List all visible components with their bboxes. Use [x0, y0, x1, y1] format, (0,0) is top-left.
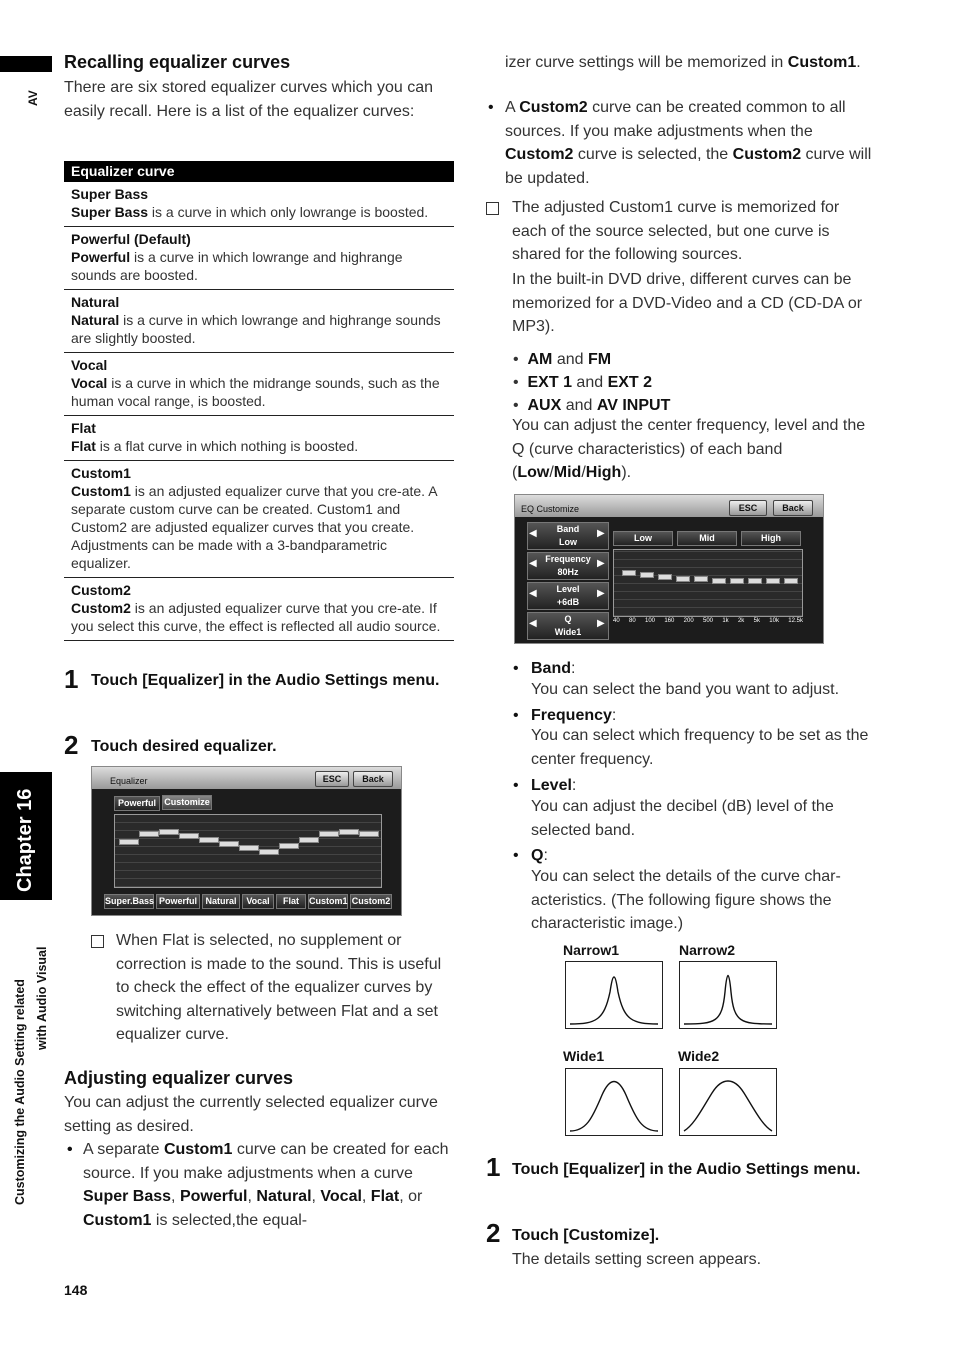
- frequency-tick: 80: [629, 618, 636, 624]
- back-button[interactable]: Back: [773, 500, 813, 516]
- curve-description: Powerful is a curve in which lowrange and highrange sounds are boosted.: [71, 249, 403, 283]
- adjust-bullet: A separate Custom1 curve can be created for each source. If you make adjustments when a curve Super Bass, Powerful, Natural, Vocal, Flat, or Custom1 is selected,the equal-: [83, 1141, 449, 1229]
- curve-description: Natural is a curve in which lowrange and highrange sounds are slightly boosted.: [71, 312, 441, 346]
- eq-customize-screenshot: [514, 494, 824, 644]
- band-low[interactable]: Low: [613, 531, 673, 546]
- curve-name: Custom1: [71, 465, 131, 481]
- eq-graph: [114, 814, 382, 888]
- adjust-heading: Adjusting equalizer curves: [64, 1068, 294, 1088]
- step-instruction: Touch [Equalizer] in the Audio Settings menu.: [91, 672, 440, 689]
- table-row: [64, 227, 454, 290]
- bullet-dot: •: [513, 777, 519, 794]
- table-row: [64, 578, 454, 641]
- table-header: Equalizer curve: [64, 161, 454, 182]
- preset-button[interactable]: Super.Bass: [104, 894, 154, 909]
- equalizer-screenshot: [91, 766, 402, 916]
- chapter-tab: [0, 772, 52, 900]
- side-av-label: AV: [26, 90, 40, 106]
- q-desc: You can select the details of the curve char-acteristics. (The following figure shows the characteristic image.): [531, 868, 841, 932]
- frequency-selector[interactable]: Frequency 80Hz: [527, 552, 609, 580]
- frequency-tick: 100: [645, 618, 656, 624]
- step-number: 1: [486, 1152, 501, 1182]
- table-row: [64, 416, 454, 461]
- curve-description: Custom1 is an adjusted equalizer curve that you cre-ate. A separate custom curve can be created. Custom1 and Custom2 are adjusted equalizer curves that you create. Adjustments can be made with a 3-bandparametric equalizer.: [71, 483, 437, 571]
- esc-button[interactable]: ESC: [315, 771, 349, 787]
- frequency-desc: You can select which frequency to be set as the center frequency.: [531, 727, 869, 768]
- q-param: Q:: [531, 847, 548, 864]
- table-row: [64, 461, 454, 578]
- equalizer-curve-table: [64, 161, 454, 641]
- curve-name: Custom2: [71, 582, 131, 598]
- level-param: Level:: [531, 777, 577, 794]
- narrow1-curve-figure: [565, 961, 663, 1029]
- bullet-dot: •: [67, 1141, 73, 1158]
- table-row: [64, 182, 454, 227]
- bullet-dot: •: [488, 99, 494, 116]
- table-row: [64, 353, 454, 416]
- bullet-dot: •: [513, 707, 519, 724]
- curve-label-wide1: Wide1: [563, 1048, 605, 1064]
- frequency-tick: 160: [664, 618, 675, 624]
- curve-description: Super Bass is a curve in which only lowrange is boosted.: [71, 204, 429, 220]
- narrow2-curve-figure: [679, 961, 777, 1029]
- side-tab-marker: [0, 56, 52, 72]
- section-title-line2: with Audio Visual: [35, 946, 49, 1050]
- frequency-tick: 40: [613, 618, 620, 624]
- frequency-tick: 12.5k: [788, 618, 803, 624]
- preset-button[interactable]: Custom2: [350, 894, 392, 909]
- list-item: • EXT 1 and EXT 2: [513, 374, 653, 391]
- step-instruction: Touch [Customize].: [512, 1227, 660, 1244]
- curve-name: Natural: [71, 294, 120, 310]
- screen-title: Equalizer: [110, 776, 148, 786]
- step-instruction: Touch desired equalizer.: [91, 738, 277, 755]
- wide1-curve-figure: [565, 1068, 663, 1136]
- bullet-dot: •: [513, 660, 519, 677]
- preset-button[interactable]: Custom1: [308, 894, 348, 909]
- left-arrow-icon[interactable]: ◀: [529, 588, 537, 599]
- level-selector[interactable]: Level +6dB: [527, 582, 609, 610]
- custom2-bullet: A Custom2 curve can be created common to all sources. If you make adjustments when the Custom2 curve is selected, the Custom2 curve will be updated.: [505, 99, 872, 187]
- left-arrow-icon[interactable]: ◀: [529, 528, 537, 539]
- back-button[interactable]: Back: [353, 771, 393, 787]
- note-checkbox-icon: [91, 935, 104, 953]
- list-item: • AUX and AV INPUT: [513, 397, 671, 414]
- frequency-tick: 2k: [737, 618, 745, 624]
- curve-label-narrow2: Narrow2: [679, 942, 736, 958]
- right-arrow-icon[interactable]: ▶: [597, 618, 605, 629]
- continued-text: izer curve settings will be memorized in Custom1.: [505, 54, 861, 71]
- band-param: Band:: [531, 660, 576, 677]
- curve-label-narrow1: Narrow1: [563, 942, 620, 958]
- left-arrow-icon[interactable]: ◀: [529, 558, 537, 569]
- right-arrow-icon[interactable]: ▶: [597, 558, 605, 569]
- screen-title: EQ Customize: [521, 504, 580, 514]
- preset-button[interactable]: Natural: [202, 894, 240, 909]
- note-flat: When Flat is selected, no supplement or correction is made to the sound. This is useful to check the effect of the equalizer curves by switching alternatively between Flat and a set equalizer curve.: [116, 932, 442, 1043]
- step-number: 2: [486, 1218, 501, 1248]
- curve-name: Flat: [71, 420, 96, 436]
- level-desc: You can adjust the decibel (dB) level of the selected band.: [531, 798, 834, 839]
- curve-description: Custom2 is an adjusted equalizer curve that you cre-ate. If you select this curve, the effect is reflected all audio source.: [71, 600, 441, 634]
- band-high[interactable]: High: [741, 531, 801, 546]
- preset-button[interactable]: Vocal: [242, 894, 274, 909]
- curve-description: Vocal is a curve in which the midrange sounds, such as the human vocal range, is boosted.: [71, 375, 440, 409]
- eq-graph: [613, 549, 803, 617]
- curve-name: Vocal: [71, 357, 108, 373]
- source-list: [513, 348, 873, 417]
- step-result: The details setting screen appears.: [512, 1251, 762, 1268]
- frequency-tick: 200: [683, 618, 694, 624]
- page-number: 148: [64, 1282, 88, 1298]
- recall-heading: Recalling equalizer curves: [64, 52, 291, 72]
- frequency-tick: 1k: [722, 618, 729, 624]
- adjust-center-text: You can adjust the center frequency, level and the Q (curve characteristics) of each band (Low/Mid/High).: [512, 417, 866, 481]
- frequency-tick: 500: [702, 618, 713, 624]
- table-row: [64, 290, 454, 353]
- note-dvd: In the built-in DVD drive, different curves can be memorized for a DVD-Video and a CD (CD-DA or MP3).: [512, 271, 863, 335]
- step-number: 1: [64, 664, 79, 694]
- left-arrow-icon[interactable]: ◀: [529, 618, 537, 629]
- curve-description: Flat is a flat curve in which nothing is boosted.: [71, 438, 359, 454]
- band-selector[interactable]: Band Low: [527, 522, 609, 550]
- tab-powerful[interactable]: Powerful: [114, 796, 160, 811]
- frequency-tick: 10k: [769, 618, 779, 624]
- section-title-line1: Customizing the Audio Setting related: [13, 979, 27, 1205]
- preset-button[interactable]: Powerful: [156, 894, 200, 909]
- frequency-param: Frequency:: [531, 707, 617, 724]
- right-arrow-icon[interactable]: ▶: [597, 588, 605, 599]
- note-custom1: The adjusted Custom1 curve is memorized for each of the source selected, but one curve is shared for the following sources.: [512, 199, 840, 263]
- q-selector[interactable]: Q Wide1: [527, 612, 609, 640]
- curve-name: Super Bass: [71, 186, 149, 202]
- wide2-curve-figure: [679, 1068, 777, 1136]
- frequency-scale: [613, 618, 803, 630]
- curve-name: Powerful (Default): [71, 231, 191, 247]
- tab-customize[interactable]: Customize: [162, 795, 212, 810]
- step-instruction: Touch [Equalizer] in the Audio Settings menu.: [512, 1161, 861, 1178]
- band-mid[interactable]: Mid: [677, 531, 737, 546]
- band-desc: You can select the band you want to adjust.: [531, 681, 840, 698]
- chapter-label: Chapter 16: [14, 788, 36, 892]
- bullet-dot: •: [513, 847, 519, 864]
- step-number: 2: [64, 730, 79, 760]
- esc-button[interactable]: ESC: [729, 500, 767, 516]
- right-arrow-icon[interactable]: ▶: [597, 528, 605, 539]
- frequency-tick: 5k: [753, 618, 760, 624]
- adjust-intro: You can adjust the currently selected equalizer curve setting as desired.: [64, 1094, 438, 1135]
- preset-button[interactable]: Flat: [276, 894, 306, 909]
- note-checkbox-icon: [486, 202, 499, 220]
- recall-intro: There are six stored equalizer curves which you can easily recall. Here is a list of the equalizer curves:: [64, 79, 434, 120]
- list-item: • AM and FM: [513, 351, 612, 368]
- curve-label-wide2: Wide2: [678, 1048, 720, 1064]
